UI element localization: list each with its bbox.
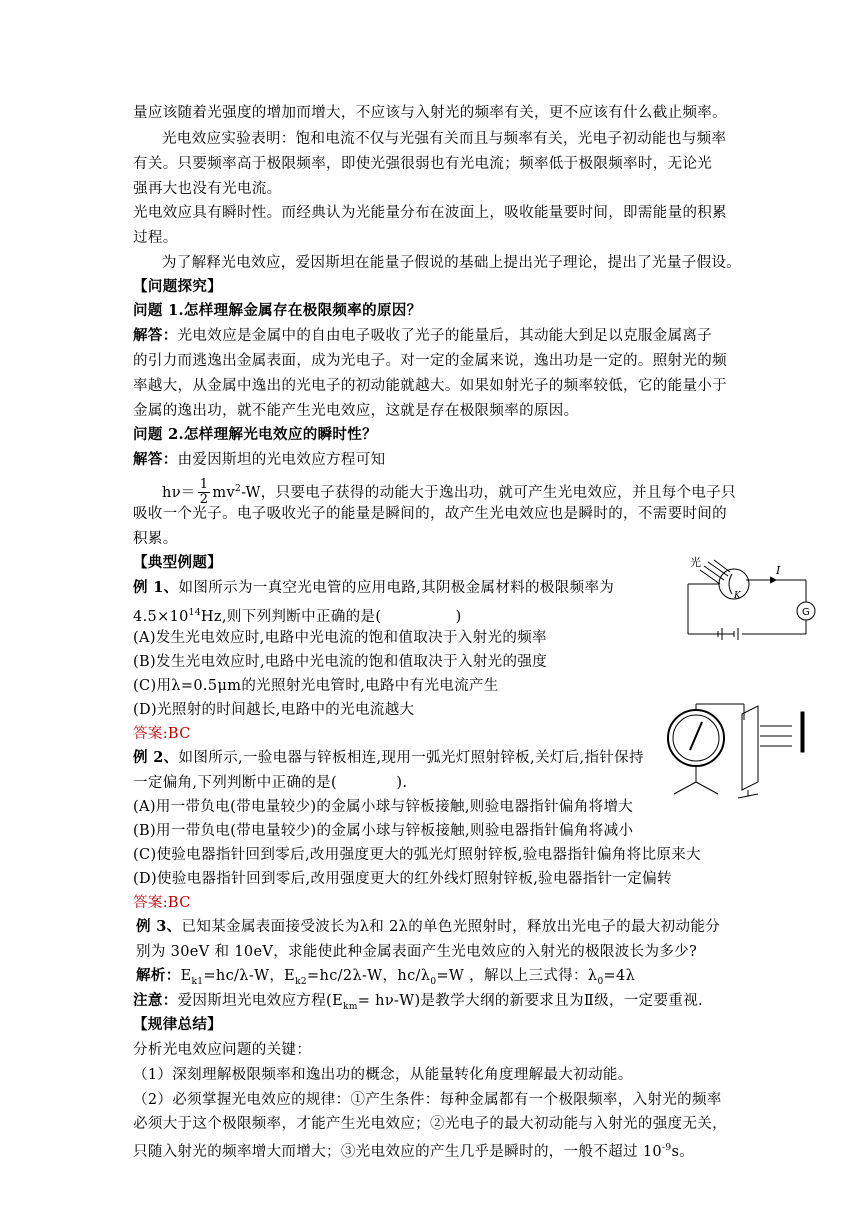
- paragraph-line: 量应该随着光强度的增加而增大，不应该与入射光的频率有关，更不应该有什么截止频率。: [133, 105, 727, 121]
- exponent: 14: [188, 608, 201, 618]
- answer-line: 的引力而逃逸出金属表面，成为光电子。对一定的金属来说，逸出功是一定的。照射光的频: [133, 353, 727, 369]
- option-d: (D)光照射的时间越长,电路中的光电流越大: [133, 702, 415, 718]
- cathode-icon: [729, 574, 732, 594]
- answer-text: 由爱因斯坦的光电效应方程可知: [177, 452, 386, 468]
- electroscope-figure: [660, 702, 810, 804]
- answer-line: 金属的逸出功，就不能产生光电效应，这就是存在极限频率的原因。: [133, 403, 579, 419]
- example-text: Hz,则下列判断中正确的是( ): [200, 608, 462, 625]
- paragraph-line: 强再大也没有光电流。: [133, 181, 282, 197]
- example-text: 如图所示为一真空光电管的应用电路,其阴极金属材料的极限频率为: [178, 580, 615, 596]
- equation-rest: -W，只要电子获得的动能大于逸出功，就可产生光电效应，并且每个电子只: [241, 484, 736, 501]
- solution-text: =hc/λ-W，E: [203, 968, 296, 984]
- paragraph-line: 光电效应具有瞬时性。而经典认为光能量分布在波面上，吸收能量要时间，即需能量的积累: [133, 205, 727, 221]
- needle-icon: [690, 722, 702, 750]
- arc-lamp-icon: [801, 712, 804, 752]
- paragraph-line: 光电效应实验表明：饱和电流不仅与光强有关而且与频率有关，光电子初动能也与频率: [162, 131, 727, 147]
- section-heading: 【问题探究】: [133, 278, 223, 295]
- cathode-label: K: [734, 591, 741, 601]
- solution-text: E: [180, 968, 192, 984]
- equation-lhs: hν＝: [162, 484, 196, 501]
- solution-line: [136, 966, 635, 992]
- answer-text: 光电效应是金属中的自由电子吸收了光子的能量后，其动能大到足以克服金属离子: [177, 328, 713, 344]
- example-text: 如图所示,一验电器与锌板相连,现用一弧光灯照射锌板,关灯后,指针保持: [178, 750, 644, 766]
- equation-mv: mv: [212, 484, 235, 501]
- option-b: (B)发生光电效应时,电路中光电流的饱和值取决于入射光的强度: [133, 654, 548, 670]
- exponent: -9: [662, 1143, 672, 1153]
- question-heading: 问题 1.怎样理解金属存在极限频率的原因？: [133, 302, 422, 319]
- subscript: 0: [430, 976, 437, 987]
- example-label: 例 3、: [136, 918, 182, 935]
- fraction: [198, 478, 211, 507]
- section-heading: 【典型例题】: [133, 554, 223, 571]
- summary-line: 分析光电效应问题的关键：: [133, 1042, 312, 1058]
- solution-text: =W ，解以上三式得：λ: [436, 968, 598, 984]
- example-line: [133, 748, 644, 768]
- paragraph-line: 有关。只要频率高于极限频率，即使光强很弱也有光电流；频率低于极限频率时，无论光: [133, 156, 713, 172]
- summary-line: 必须大于这个极限频率，才能产生光电效应；②光电子的最大初动能与入射光的强度无关，: [133, 1116, 727, 1132]
- option-b: (B)用一带负电(带电量较少)的金属小球与锌板接触,则验电器指针偏角将减小: [133, 823, 634, 839]
- summary-line: （2）必须掌握光电效应的规律：①产生条件：每种金属都有一个极限频率，入射光的频率: [133, 1092, 722, 1108]
- arrow-icon: [770, 577, 776, 583]
- summary-line: （1）深刻理解极限频率和逸出功的概念，从能量转化角度理解最大初动能。: [133, 1067, 633, 1083]
- answer-label: 解答：: [133, 327, 178, 344]
- fraction-numerator: 1: [199, 477, 209, 493]
- option-c: (C)使验电器指针回到零后,改用强度更大的弧光灯照射锌板,验电器指针偏角将比原来大: [133, 847, 701, 863]
- example-line: [133, 578, 614, 598]
- frequency-value: 4.5×10: [133, 608, 189, 625]
- fraction-denominator: 2: [199, 492, 209, 508]
- example-text: 已知某金属表面接受波长为λ和 2λ的单色光照射时，释放出光电子的最大初动能分: [181, 919, 721, 935]
- answer-label: 解答：: [133, 451, 178, 468]
- section-heading: 【规律总结】: [133, 1016, 223, 1033]
- note-text: = hν-W)是教学大纲的新要求且为Ⅱ级，一定要重视.: [357, 993, 704, 1009]
- phototube-circuit-figure: [684, 552, 834, 642]
- light-label: 光: [690, 556, 701, 569]
- option-d: (D)使验电器指针回到零后,改用强度更大的红外线灯照射锌板,验电器指针一定偏转: [133, 871, 672, 887]
- answer-line: 率越大，从金属中逸出的光电子的初动能就越大。如果如射光子的频率较低，它的能量小于: [133, 378, 727, 394]
- note-text: 爱因斯坦光电效应方程(E: [177, 993, 344, 1009]
- answer-key: 答案:BC: [133, 726, 191, 742]
- summary-line: [133, 1138, 694, 1162]
- answer-line: 吸收一个光子。电子吸收光子的能量是瞬间的，故产生光电效应也是瞬时的，不需要时间的: [133, 506, 727, 522]
- example-line: 一定偏角,下列判断中正确的是( ).: [133, 775, 408, 791]
- solution-label: 解析：: [136, 967, 181, 984]
- answer-line: [133, 326, 712, 346]
- subscript: 0: [597, 976, 604, 987]
- summary-text: s。: [671, 1143, 695, 1160]
- subscript: k2: [295, 976, 308, 987]
- equation-square: 2: [235, 484, 242, 494]
- example-label: 例 1、: [133, 579, 179, 596]
- current-label: I: [776, 564, 781, 577]
- subscript: k1: [191, 976, 204, 987]
- option-a: (A)发生光电效应时,电路中光电流的饱和值取决于入射光的频率: [133, 630, 547, 646]
- option-a: (A)用一带负电(带电量较少)的金属小球与锌板接触,则验电器指针偏角将增大: [133, 799, 634, 815]
- question-heading: 问题 2.怎样理解光电效应的瞬时性？: [133, 426, 377, 443]
- answer-line: [133, 450, 385, 470]
- paragraph-line: 为了解释光电效应，爱因斯坦在能量子假说的基础上提出光子理论，提出了光量子假设。: [162, 255, 742, 271]
- answer-line: 积累。: [133, 531, 178, 547]
- note-label: 注意：: [133, 992, 178, 1009]
- note-line: [133, 991, 703, 1017]
- example-line: [136, 917, 720, 937]
- example-line: [133, 603, 462, 627]
- paragraph-line: 过程。: [133, 230, 178, 246]
- meter-label: G: [802, 607, 810, 618]
- option-c: (C)用λ=0.5μm的光照射光电管时,电路中有光电流产生: [133, 678, 499, 694]
- solution-text: =hc/2λ-W，hc/λ: [307, 968, 431, 984]
- subscript: km: [343, 1001, 358, 1012]
- solution-text: =4λ: [603, 968, 636, 984]
- summary-text: 只随入射光的频率增大而增大；③光电效应的产生几乎是瞬时的，一般不超过 10: [133, 1143, 663, 1160]
- answer-key: 答案:BC: [133, 895, 191, 911]
- example-label: 例 2、: [133, 749, 179, 766]
- example-line: 别为 30eV 和 10eV，求能使此种金属表面产生光电效应的入射光的极限波长为多少?: [136, 944, 698, 960]
